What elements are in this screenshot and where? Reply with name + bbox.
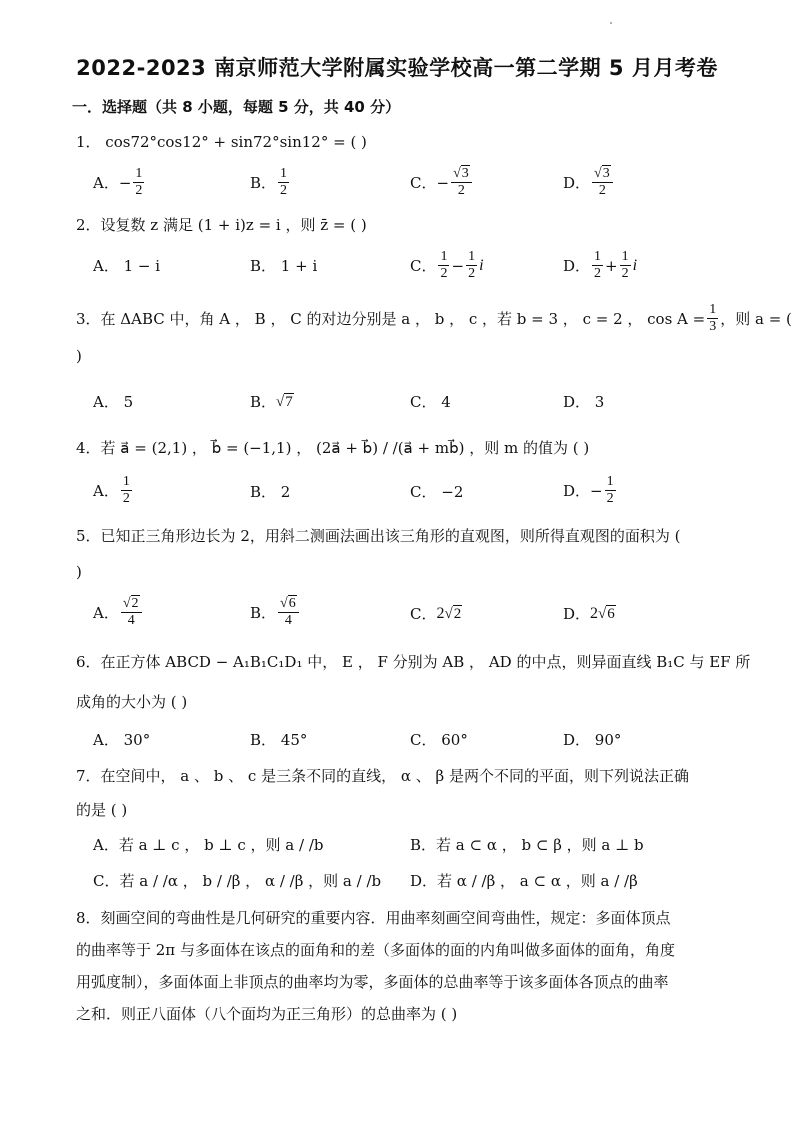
numerator: 1 <box>621 249 629 264</box>
option-label: B． <box>250 393 277 411</box>
option-label: A． <box>93 481 119 500</box>
question-2-stem: 2．设复数 z 满足 (1 + i)z = i ，则 z̄ = ( ) <box>76 216 367 234</box>
radicand: 3 <box>602 166 610 181</box>
fraction <box>466 249 477 282</box>
fraction <box>592 249 603 282</box>
q3-option-c: C． 4 <box>410 393 451 411</box>
numerator: 1 <box>280 166 288 181</box>
option-label: B． <box>250 603 277 622</box>
q6-option-b: B． 45° <box>250 731 308 749</box>
option-label: A． <box>93 603 119 622</box>
numerator <box>278 596 299 613</box>
radicand: 2 <box>131 596 139 611</box>
sqrt: √3 <box>453 166 469 181</box>
operator: + <box>605 256 618 275</box>
denominator: 2 <box>468 266 476 281</box>
numerator: 1 <box>709 302 717 317</box>
option-label: C． <box>410 256 437 275</box>
numerator: 1 <box>594 249 602 264</box>
exam-title: 2022-2023 南京师范大学附属实验学校高一第二学期 5 月月考卷 <box>76 56 718 80</box>
radicand: 6 <box>288 596 296 611</box>
stem-text: ，则 a = ( <box>720 309 792 328</box>
numerator: 1 <box>468 249 476 264</box>
coefficient: 2 <box>590 605 599 622</box>
fraction <box>592 166 613 199</box>
question-1-stem: 1． cos72°cos12° + sin72°sin12° = ( ) <box>76 133 367 151</box>
fraction <box>707 302 718 335</box>
fraction <box>121 596 142 629</box>
q4-option-a <box>93 474 134 507</box>
denominator: 2 <box>598 183 606 198</box>
imaginary-unit: i <box>479 256 484 274</box>
q6-option-d: D． 90° <box>563 731 622 749</box>
denominator: 2 <box>122 491 130 506</box>
q2-option-d <box>563 249 637 282</box>
radicand: 3 <box>461 166 469 181</box>
fraction <box>278 596 299 629</box>
q6-option-c: C． 60° <box>410 731 468 749</box>
denominator: 3 <box>709 319 717 334</box>
sqrt: √2 <box>122 596 139 611</box>
q2-option-b: B． 1 + i <box>250 257 318 275</box>
fraction <box>133 166 144 199</box>
minus-sign: − <box>436 173 450 192</box>
question-8-paragraph <box>76 902 726 1030</box>
q4-option-b: B． 2 <box>250 483 291 501</box>
option-label: D． <box>563 256 591 275</box>
scan-speck <box>610 22 612 24</box>
denominator: 2 <box>440 266 448 281</box>
q3-option-b <box>250 392 294 412</box>
radicand: 7 <box>285 394 293 410</box>
radicand: 2 <box>453 606 462 622</box>
operator: − <box>451 256 465 275</box>
sqrt: √7 <box>276 394 293 410</box>
question-6-stem-cont: 成角的大小为 ( ) <box>76 693 188 711</box>
q5-option-c <box>410 604 462 624</box>
q3-option-a: A． 5 <box>93 393 134 411</box>
radicand: 6 <box>607 606 615 622</box>
question-8-line: 之和．则正八面体（八个面均为正三角形）的总曲率为 ( ) <box>76 1005 458 1023</box>
numerator <box>451 166 472 183</box>
denominator: 2 <box>606 491 614 506</box>
fraction <box>438 249 449 282</box>
imaginary-unit: i <box>632 256 638 274</box>
sqrt: √2 <box>444 606 462 622</box>
q1-option-c <box>410 166 474 199</box>
numerator <box>592 166 613 183</box>
sqrt: √6 <box>280 596 296 611</box>
minus-sign: − <box>118 173 132 192</box>
option-label: D． <box>563 173 591 192</box>
minus-sign: − <box>590 481 603 500</box>
fraction <box>451 166 472 199</box>
option-label: C． <box>410 605 437 623</box>
q1-option-d <box>563 166 615 199</box>
denominator: 2 <box>280 183 288 198</box>
question-3-stem <box>76 302 792 335</box>
q1-option-a <box>93 166 146 199</box>
q4-option-d <box>563 474 618 507</box>
q4-option-c: C． −2 <box>410 483 464 501</box>
q7-option-b: B．若 a ⊂ α ， b ⊂ β ，则 a ⊥ b <box>410 836 644 854</box>
question-8-line: 用弧度制），多面体面上非顶点的曲率均为零，多面体的总曲率等于该多面体各顶点的曲率 <box>76 973 669 991</box>
denominator: 2 <box>621 266 629 281</box>
numerator: 1 <box>606 474 614 489</box>
denominator: 4 <box>284 613 292 628</box>
question-8-line: 8．刻画空间的弯曲性是几何研究的重要内容．用曲率刻画空间弯曲性，规定：多面体顶点 <box>76 909 671 927</box>
fraction <box>620 249 631 282</box>
sqrt: √3 <box>594 166 610 181</box>
q7-option-d: D．若 α / /β ， a ⊂ α ，则 a / /β <box>410 872 638 890</box>
option-label: A． <box>93 173 119 192</box>
numerator <box>121 596 142 613</box>
denominator: 4 <box>127 613 135 628</box>
numerator: 1 <box>135 166 143 181</box>
q5-option-b <box>250 596 301 629</box>
q6-option-a: A． 30° <box>93 731 151 749</box>
q7-option-a: A．若 a ⊥ c ， b ⊥ c ，则 a / /b <box>93 836 324 854</box>
denominator: 2 <box>457 183 465 198</box>
question-8-line: 的曲率等于 2π 与多面体在该点的面角和的差（多面体的面的内角叫做多面体的面角，角度 <box>76 941 675 959</box>
question-4-stem: 4．若 a⃗ = (2,1) ， b⃗ = (−1,1) ， (2a⃗ + b⃗) / /(a⃗ + mb⃗) ，则 m 的值为 ( ) <box>76 439 590 457</box>
numerator: 1 <box>122 474 130 489</box>
fraction <box>605 474 616 507</box>
option-label: D． <box>563 605 591 623</box>
question-3-stem-cont: ) <box>76 347 82 365</box>
question-7-stem-cont: 的是 ( ) <box>76 801 128 819</box>
q7-option-c: C．若 a / /α ， b / /β ， α / /β ，则 a / /b <box>93 872 382 890</box>
section-heading: 一．选择题（共 8 小题，每题 5 分，共 40 分） <box>72 98 401 116</box>
q5-option-a <box>93 596 144 629</box>
q2-option-c <box>410 249 484 282</box>
denominator: 2 <box>135 183 143 198</box>
fraction <box>121 474 132 507</box>
sqrt: √6 <box>598 606 615 622</box>
fraction <box>278 166 289 199</box>
stem-text: 3．在 ΔABC 中，角 A ， B ， C 的对边分别是 a ， b ， c ，若 b = 3 ， c = 2 ， cos A = <box>76 309 706 328</box>
q1-option-b <box>250 166 291 199</box>
question-5-stem: 5．已知正三角形边长为 2，用斜二测画法画出该三角形的直观图，则所得直观图的面积为 ( <box>76 527 681 545</box>
denominator: 2 <box>594 266 602 281</box>
option-label: D． <box>563 481 591 500</box>
question-7-stem: 7．在空间中， a 、 b 、 c 是三条不同的直线， α 、 β 是两个不同的平面，则下列说法正确 <box>76 767 689 785</box>
question-6-stem: 6．在正方体 ABCD − A₁B₁C₁D₁ 中， E ， F 分别为 AB ， AD 的中点，则异面直线 B₁C 与 EF 所 <box>76 653 751 671</box>
q5-option-d <box>563 604 616 624</box>
numerator: 1 <box>440 249 448 264</box>
question-5-stem-cont: ) <box>76 563 82 581</box>
q2-option-a: A． 1 − i <box>93 257 161 275</box>
coefficient: 2 <box>436 605 445 622</box>
option-label: B． <box>250 173 277 192</box>
option-label: C． <box>410 173 437 192</box>
q3-option-d: D． 3 <box>563 393 605 411</box>
